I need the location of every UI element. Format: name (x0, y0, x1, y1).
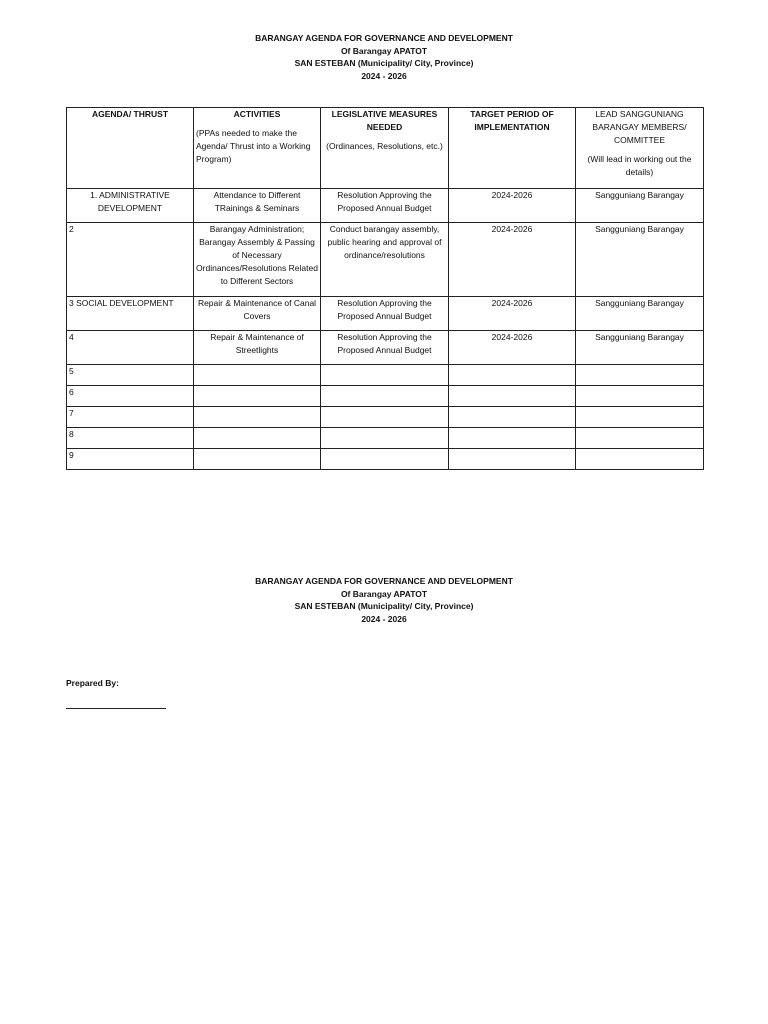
table-row-empty (67, 428, 704, 449)
header-period: 2024 - 2026 (361, 70, 407, 81)
cell-period: 2024-2026 (449, 297, 576, 331)
cell-activities (194, 449, 321, 470)
cell-activities: Barangay Administration; Barangay Assembly & Passing of Necessary Ordinances/Resolutions Related to Different Sectors (194, 223, 321, 297)
cell-lead: Sangguniang Barangay (576, 331, 704, 365)
cell-lead: Sangguniang Barangay (576, 297, 704, 331)
signature-line (66, 708, 166, 709)
header-barangay: Of Barangay APATOT (340, 588, 428, 599)
table-row (67, 189, 704, 223)
agenda-table (66, 107, 704, 470)
cell-agenda: 6 (67, 386, 194, 407)
cell-agenda: 7 (67, 407, 194, 428)
table-row (67, 331, 704, 365)
table-row-empty (67, 449, 704, 470)
cell-lead (576, 428, 704, 449)
cell-agenda: 1. ADMINISTRATIVE DEVELOPMENT (67, 189, 194, 223)
cell-activities (194, 386, 321, 407)
cell-period (449, 365, 576, 386)
column-header-period (449, 108, 576, 189)
column-note: (PPAs needed to make the Agenda/ Thrust into a Working Program) (196, 128, 311, 164)
column-title: TARGET PERIOD OF IMPLEMENTATION (470, 109, 554, 132)
cell-legislative (321, 407, 449, 428)
column-header-activities (194, 108, 321, 189)
cell-activities: Repair & Maintenance of Canal Covers (194, 297, 321, 331)
cell-legislative (321, 449, 449, 470)
header-title: BARANGAY AGENDA FOR GOVERNANCE AND DEVELOPMENT (255, 33, 513, 43)
prepared-by-label: Prepared By: (66, 678, 119, 688)
cell-activities: Attendance to Different TRainings & Seminars (194, 189, 321, 223)
table-row-empty (67, 386, 704, 407)
cell-lead (576, 365, 704, 386)
cell-period (449, 428, 576, 449)
table-row-empty (67, 407, 704, 428)
cell-lead (576, 386, 704, 407)
document-header (0, 32, 768, 82)
column-title: ACTIVITIES (233, 109, 281, 119)
cell-lead: Sangguniang Barangay (576, 223, 704, 297)
cell-agenda: 5 (67, 365, 194, 386)
column-header-agenda (67, 108, 194, 189)
header-title: BARANGAY AGENDA FOR GOVERNANCE AND DEVELOPMENT (255, 576, 513, 586)
table-row-empty (67, 365, 704, 386)
table-row (67, 223, 704, 297)
header-period: 2024 - 2026 (361, 613, 407, 624)
header-municipality: SAN ESTEBAN (Municipality/ City, Province) (294, 58, 474, 68)
cell-legislative (321, 365, 449, 386)
cell-activities (194, 428, 321, 449)
second-header (0, 575, 768, 625)
cell-legislative: Resolution Approving the Proposed Annual Budget (321, 189, 449, 223)
cell-period (449, 407, 576, 428)
cell-period: 2024-2026 (449, 331, 576, 365)
cell-lead: Sangguniang Barangay (576, 189, 704, 223)
cell-activities: Repair & Maintenance of Streetlights (194, 331, 321, 365)
cell-period (449, 449, 576, 470)
cell-lead (576, 407, 704, 428)
table-row (67, 297, 704, 331)
cell-period (449, 386, 576, 407)
cell-agenda: 3 SOCIAL DEVELOPMENT (67, 297, 194, 331)
cell-agenda: 9 (67, 449, 194, 470)
cell-period: 2024-2026 (449, 189, 576, 223)
header-barangay: Of Barangay APATOT (340, 45, 428, 56)
cell-legislative (321, 428, 449, 449)
column-header-legislative (321, 108, 449, 189)
column-title: LEAD SANGGUNIANG BARANGAY MEMBERS/ COMMITTEE (592, 109, 687, 145)
column-title: AGENDA/ THRUST (91, 109, 169, 119)
cell-agenda: 8 (67, 428, 194, 449)
cell-legislative: Resolution Approving the Proposed Annual Budget (321, 297, 449, 331)
column-note: (Will lead in working out the details) (587, 154, 692, 177)
cell-activities (194, 365, 321, 386)
header-municipality: SAN ESTEBAN (Municipality/ City, Province) (294, 601, 474, 611)
cell-agenda: 2 (67, 223, 194, 297)
cell-period: 2024-2026 (449, 223, 576, 297)
cell-lead (576, 449, 704, 470)
cell-legislative: Resolution Approving the Proposed Annual Budget (321, 331, 449, 365)
table-header-row (67, 108, 704, 189)
column-note: (Ordinances, Resolutions, etc.) (326, 141, 443, 151)
cell-legislative (321, 386, 449, 407)
column-header-lead (576, 108, 704, 189)
cell-agenda: 4 (67, 331, 194, 365)
column-title: LEGISLATIVE MEASURES NEEDED (331, 109, 438, 132)
cell-activities (194, 407, 321, 428)
cell-legislative: Conduct barangay assembly, public hearing and approval of ordinance/resolutions (321, 223, 449, 297)
